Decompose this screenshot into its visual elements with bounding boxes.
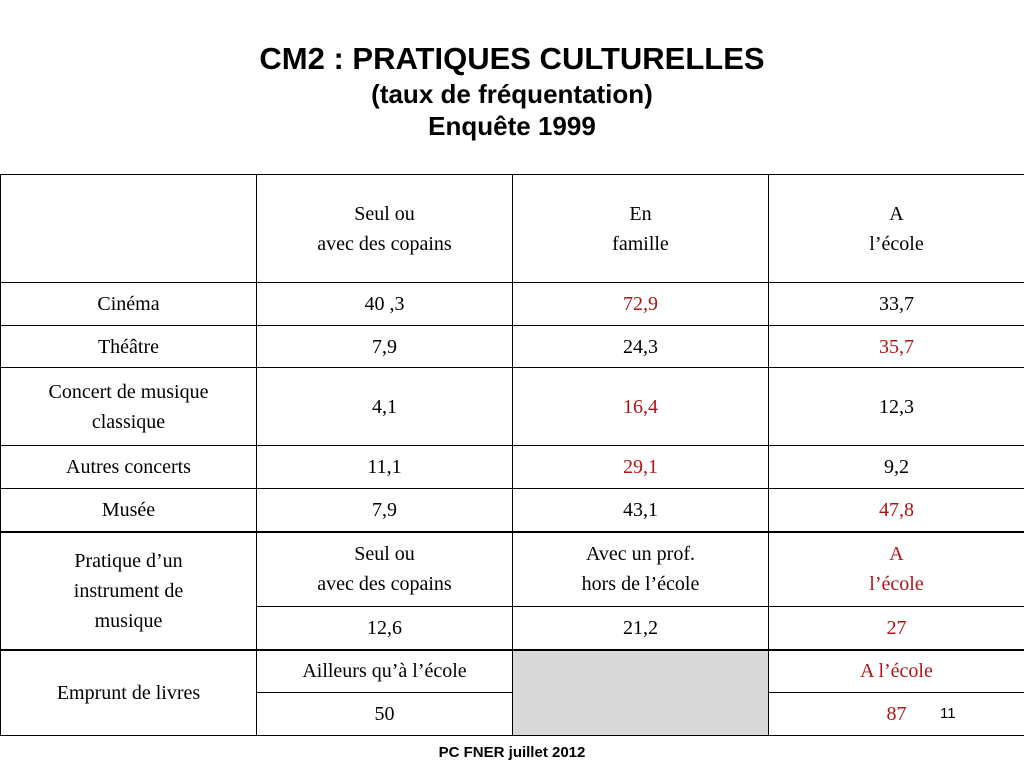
instrument-header-teacher: Avec un prof. hors de l’école: [513, 532, 769, 607]
books-value-school: 87: [769, 693, 1024, 736]
row-museum: [1, 489, 1024, 532]
value-alone: 7,9: [257, 326, 513, 368]
row-label: Musée: [1, 489, 257, 532]
value-family: 16,4: [513, 368, 769, 446]
row-cinema: [1, 283, 1024, 326]
instrument-header-alone: Seul ou avec des copains: [257, 532, 513, 607]
header-row: [1, 175, 1024, 283]
row-label: Concert de musique classique: [1, 368, 257, 446]
books-header-school: A l’école: [769, 650, 1024, 693]
footer-text: PC FNER juillet 2012: [438, 744, 586, 761]
title-survey-year: Enquête 1999: [428, 111, 596, 141]
row-other-concerts: [1, 446, 1024, 489]
value-family: 24,3: [513, 326, 769, 368]
header-alone-friends: Seul ou avec des copains: [257, 175, 513, 283]
row-label: Autres concerts: [1, 446, 257, 489]
books-header-elsewhere: Ailleurs qu’à l’école: [257, 650, 513, 693]
value-family: 43,1: [513, 489, 769, 532]
culture-practices-table: [0, 174, 1024, 736]
books-value-elsewhere: 50: [257, 693, 513, 736]
row-label: Cinéma: [1, 283, 257, 326]
instrument-value-teacher: 21,2: [513, 607, 769, 650]
value-alone: 11,1: [257, 446, 513, 489]
instrument-label: Pratique d’un instrument de musique: [1, 532, 257, 650]
header-empty-cell: [1, 175, 257, 283]
value-alone: 7,9: [257, 489, 513, 532]
row-books-headers: [1, 650, 1024, 693]
value-family: 72,9: [513, 283, 769, 326]
value-alone: 4,1: [257, 368, 513, 446]
instrument-value-alone: 12,6: [257, 607, 513, 650]
instrument-header-school: A l’école: [769, 532, 1024, 607]
value-school: 35,7: [769, 326, 1024, 368]
value-family: 29,1: [513, 446, 769, 489]
page-number: 11: [940, 705, 956, 722]
row-classical-concert: [1, 368, 1024, 446]
header-family: En famille: [513, 175, 769, 283]
value-school: 33,7: [769, 283, 1024, 326]
value-school: 9,2: [769, 446, 1024, 489]
books-label: Emprunt de livres: [1, 650, 257, 736]
books-gray-cell: [513, 650, 769, 736]
value-school: 47,8: [769, 489, 1024, 532]
row-theatre: [1, 326, 1024, 368]
value-school: 12,3: [769, 368, 1024, 446]
title-main: CM2 : PRATIQUES CULTURELLES: [259, 41, 765, 76]
instrument-value-school: 27: [769, 607, 1024, 650]
slide-title: [0, 40, 1024, 142]
row-label: Théâtre: [1, 326, 257, 368]
row-instrument-headers: [1, 532, 1024, 607]
value-alone: 40 ,3: [257, 283, 513, 326]
header-school: A l’école: [769, 175, 1024, 283]
title-subtitle: (taux de fréquentation): [371, 79, 653, 109]
